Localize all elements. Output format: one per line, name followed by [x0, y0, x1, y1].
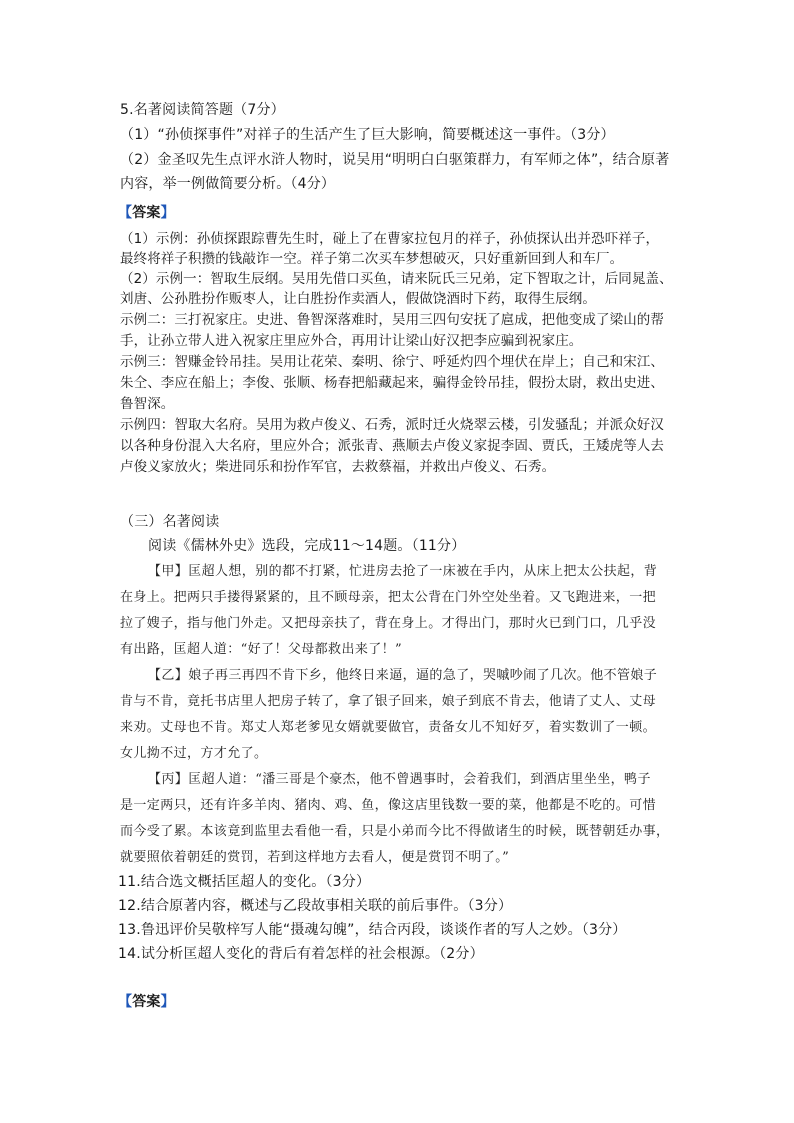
answer-heading-2	[118, 992, 175, 1012]
passage-yi-line: 【乙】娘子再三再四不肯下乡，他终日来逼，逼的急了，哭嘁吵闹了几次。他不管娘子	[148, 668, 658, 683]
answer1-line: 手，让孙立带人进入祝家庄里应外合，再用计让梁山好汉把李应骗到祝家庄。	[120, 333, 583, 349]
question-12: 12.结合原著内容，概述与乙段故事相关联的前后事件。（3分）	[118, 898, 513, 914]
answer1-line: 以各种身份混入大名府，里应外合；派张青、燕顺去卢俊义家捉李固、贾氏，王矮虎等人去	[120, 438, 664, 454]
answer1-line: 示例二：三打祝家庄。史进、鲁智深落难时，吴用三四句安抚了扈成，把他变成了梁山的帮	[120, 312, 664, 328]
answer1-line: 示例三：智赚金铃吊挂。吴用让花荣、秦明、徐宁、呼延灼四个埋伏在岸上；自己和宋江、	[120, 354, 664, 370]
answer1-line: 鲁智深。	[120, 396, 175, 412]
answer-bracket-right: 】	[160, 994, 175, 1010]
passage-jia-line: 有出路，匡超人道：“好了！父母都救出来了！”	[120, 642, 403, 657]
q5-part2-line2: 内容，举一例做简要分析。（4分）	[120, 176, 336, 192]
question-13: 13.鲁迅评价吴敬梓写人能“摄魂勾魄”，结合丙段，谈谈作者的写人之妙。（3分）	[118, 922, 627, 938]
answer1-line: 朱仝、李应在船上；李俊、张顺、杨春把船藏起来，骗得金铃吊挂，假扮太尉，救出史进、	[120, 375, 664, 391]
question-11: 11.结合选文概括匡超人的变化。（3分）	[118, 874, 371, 890]
q5-title: 5.名著阅读简答题（7分）	[120, 102, 285, 118]
answer1-line: （1）示例：孙侦探跟踪曹先生时，碰上了在曹家拉包月的祥子，孙侦探认出并恐吓祥子，	[120, 231, 660, 247]
answer1-line: 刘唐、公孙胜扮作贩枣人，让白胜扮作卖酒人，假做饶酒时下药，取得生辰纲。	[120, 291, 596, 307]
q5-part1: （1）“孙侦探事件”对祥子的生活产生了巨大影响，简要概述这一事件。（3分）	[120, 127, 615, 143]
section3-intro: 阅读《儒林外史》选段，完成11～14题。（11分）	[148, 538, 466, 554]
passage-jia-line: 拉了嫂子，指与他门外走。又把母亲扶了，背在身上。才得出门，那时火已到门口，几乎没	[120, 616, 657, 631]
answer-bracket-left: 【	[118, 994, 133, 1010]
passage-bing-line: 【丙】匡超人道：“潘三哥是个豪杰，他不曾遇事时，会着我们，到酒店里坐坐，鸭子	[148, 772, 651, 787]
answer1-line: （2）示例一：智取生辰纲。吴用先借口买鱼，请来阮氏三兄弟，定下智取之计，后同晁盖、	[120, 271, 673, 287]
section3-title: （三）名著阅读	[120, 514, 220, 530]
passage-yi-line: 肯与不肯，竟托书店里人把房子转了，拿了银子回来，娘子到底不肯去，他请了丈人、丈母	[120, 694, 657, 709]
passage-bing-line: 是一定两只，还有许多羊肉、猪肉、鸡、鱼，像这店里钱数一要的菜，他都是不吃的。可惜	[120, 798, 657, 813]
passage-jia-line: 【甲】匡超人想，别的都不打紧，忙进房去抢了一床被在手内，从床上把太公扶起，背	[148, 564, 658, 579]
passage-yi-line: 来劝。丈母也不肯。郑丈人郑老爹见女婿就要做官，责备女儿不知好歹，着实数训了一顿。	[120, 720, 657, 735]
passage-yi-line: 女儿拗不过，方才允了。	[120, 746, 268, 761]
passage-bing-line: 就要照依着朝廷的赏罚，若到这样地方去看人，便是赏罚不明了。”	[120, 850, 510, 865]
answer-bracket-right: 】	[160, 205, 175, 221]
answer1-line: 示例四：智取大名府。吴用为救卢俊义、石秀，派时迁火烧翠云楼，引发骚乱；并派众好汉	[120, 417, 664, 433]
answer-label: 答案	[132, 205, 161, 221]
answer1-line: 最终将祥子积攒的钱敲诈一空。祥子第二次买车梦想破灭，只好重新回到人和车厂。	[120, 251, 624, 267]
q5-part2-line1: （2）金圣叹先生点评水浒人物时，说吴用“明明白白驱策群力，有军师之体”，结合原著	[120, 152, 670, 168]
answer1-line: 卢俊义家放火；柴进同乐和扮作军官，去救蔡福，并救出卢俊义、石秀。	[120, 459, 556, 475]
passage-jia-line: 在身上。把两只手搂得紧紧的，且不顾母亲，把太公背在门外空处坐着。又飞跑进来，一把	[120, 590, 657, 605]
question-14: 14.试分析匡超人变化的背后有着怎样的社会根源。（2分）	[118, 946, 484, 962]
answer-label: 答案	[132, 994, 161, 1010]
answer-heading-1	[118, 203, 175, 223]
passage-bing-line: 而今受了累。本该竟到监里去看他一看，只是小弟而今比不得做诸生的时候，既替朝廷办事，	[120, 824, 670, 839]
answer-bracket-left: 【	[118, 205, 133, 221]
